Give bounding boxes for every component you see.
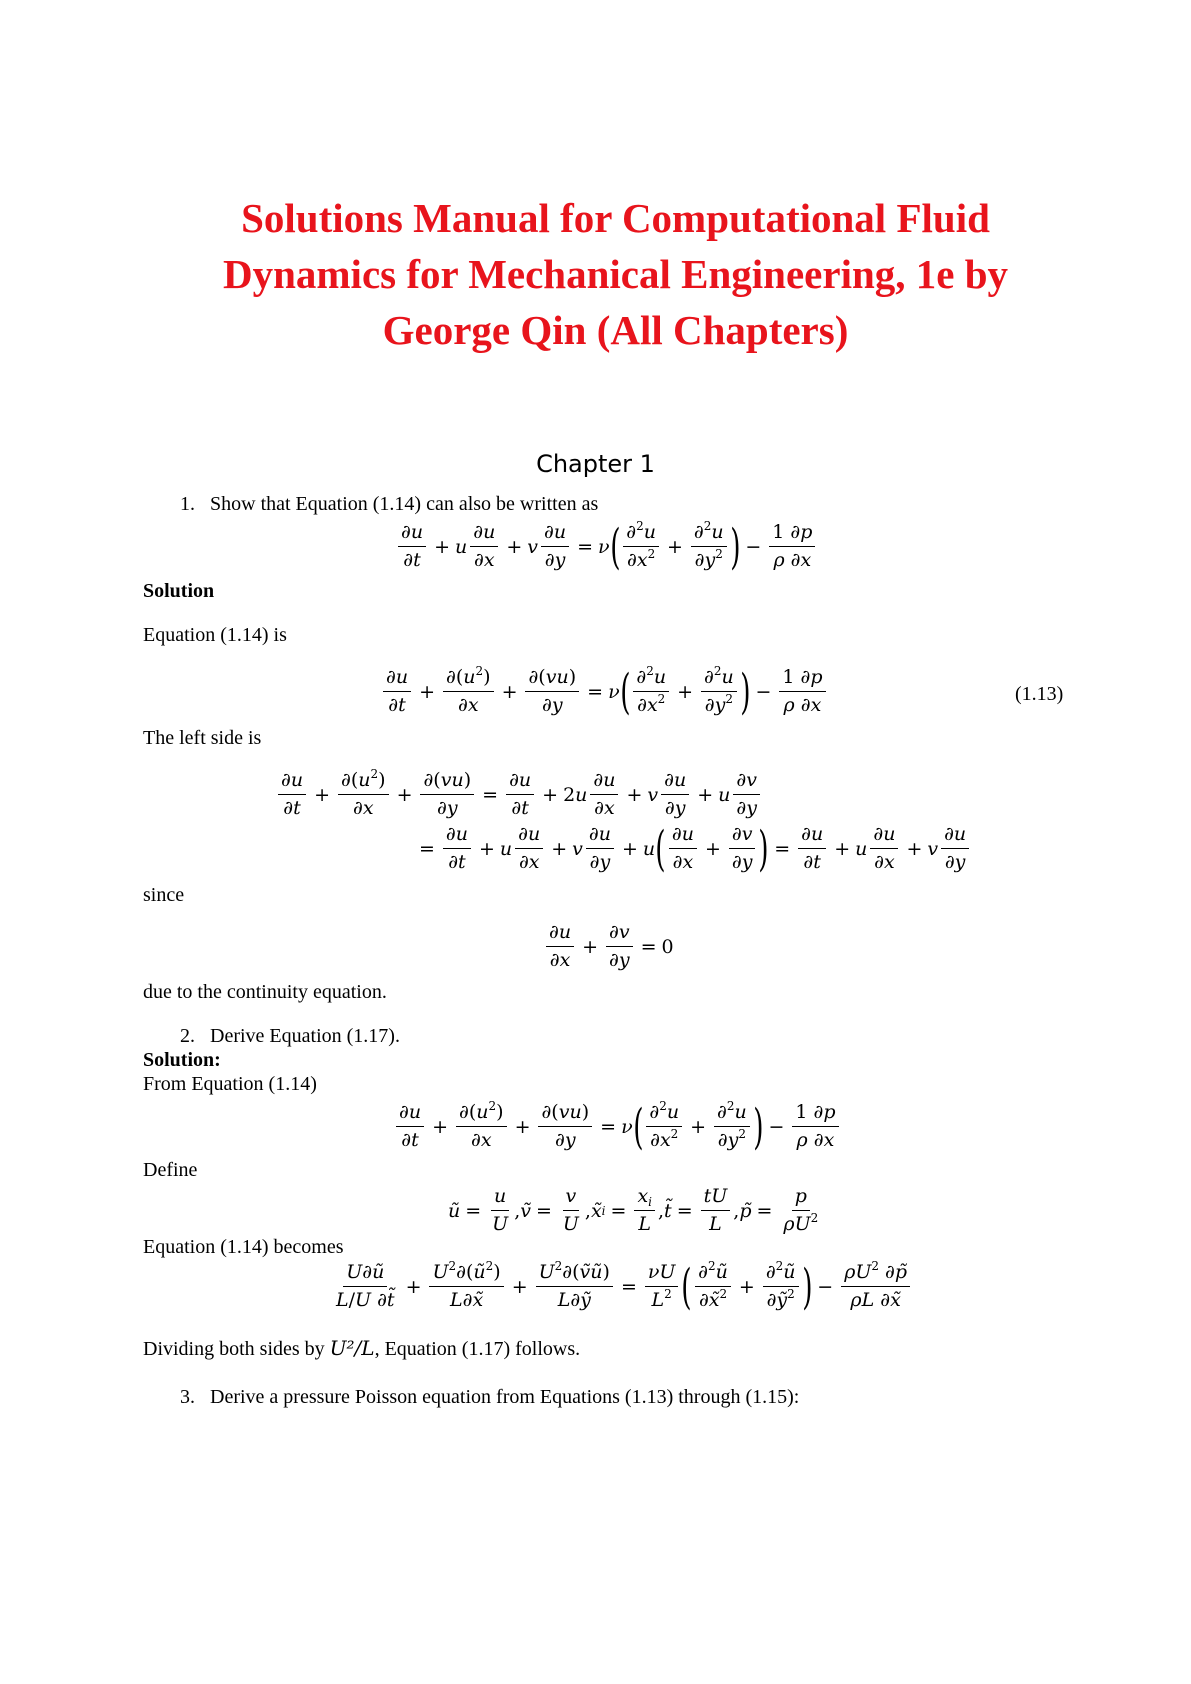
solution-label-1: Solution [143,580,215,602]
equation-number-1-13: (1.13) [1015,683,1064,705]
dividing-prefix: Dividing both sides by [143,1338,330,1360]
title-line-1: Solutions Manual for Computational Fluid [241,195,990,241]
continuity-text: due to the continuity equation. [143,981,387,1003]
left-side-text: The left side is [143,727,262,749]
dividing-suffix: , Equation (1.17) follows. [374,1338,581,1360]
equation-q1-target: ∂u ∂t + u ∂u ∂x + v $\frac{\partial u}{\partial y}$ = ν ( ∂$^2$u $\partial x^2$ + $\frac{\partial^2u}{\partial y^2}$ ) − $\frac{1 \partial p}{\rho \partial x}$ [395,520,818,573]
solution-label-2: Solution: [143,1049,221,1071]
q2-from-text: From Equation (1.14) [143,1073,317,1095]
equation-nondimensional: U∂ũ L/U ∂t̃ + $\frac{U^2\partial(ũ^2)}{L\partial x̃}$ + $\frac{U^2\partial(ṽũ)}{\text{L∂ỹ}}$ = $\frac{\nu U}{L^2}$ ( ∂$^2$ũ ∂x̃$^2$ + $\frac{\partial^2ũ}{\partial ỹ^2}$ ) − $\frac{\rho U^2 \partial p̃}{\rho L \partial x̃}$ [330,1260,913,1313]
document-title [120,190,1111,358]
question-2-text: Derive Equation (1.17). [210,1025,400,1047]
question-3-text: Derive a pressure Poisson equation from Equations (1.13) through (1.15): [210,1386,800,1408]
question-1-text: Show that Equation (1.14) can also be written as [210,493,599,515]
equation-1-14-repeat: ∂u ∂t + $\frac{\partial(u^2)}{\partial x}$ + $\frac{\partial(vu)}{\partial y}$ = ν ( ∂$^2$u $\partial x^2$ + $\frac{\partial^2u}{\partial y^2}$ ) − $\frac{1 \partial p}{\rho \partial x}$ [393,1100,842,1153]
question-3 [180,1386,799,1409]
equation-definitions: ũ = $\frac{u}{U}$ , ṽ = $\frac{v}{U}$ , x̃ i = $\frac{x_i}{L}$ , t̃ = $\frac{tU}{L}$ , p̃ = $\frac{p}{\rho U^2}$ [448,1185,819,1235]
dividing-text [143,1336,580,1361]
becomes-text: Equation (1.14) becomes [143,1236,344,1258]
equation-continuity: ∂u ∂x + $\frac{\partial v}{\partial y}$ = 0 [543,920,674,973]
question-1 [180,493,598,516]
equation-1-13: ∂u ∂t + $\frac{\partial(u^2)}{\partial x}$ + $\frac{\partial(vu)}{\partial y}$ = ν ( ∂$^2$u $\partial x^2$ + $\frac{\partial^2u}{\partial y^2}$ ) − $\frac{1 \partial p}{\rho \partial x}$ [380,665,829,718]
q1-intro-text: Equation (1.14) is [143,624,287,646]
dividing-expression: U²/L [329,1336,375,1360]
chapter-heading: Chapter 1 [536,450,655,478]
since-text: since [143,884,185,906]
title-line-3: George Qin (All Chapters) [382,307,849,353]
title-line-2: Dynamics for Mechanical Engineering, 1e by [222,251,1009,297]
define-text: Define [143,1159,198,1181]
equation-left-side-line-1: ∂u ∂t + $\frac{\partial(u^2)}{\partial x}$ + $\frac{\partial(vu)}{\partial y}$ = $\frac{\partial u}{\partial t}$ + 2 u ∂u ∂x + v ∂u ∂y + u ∂v ∂y [275,768,763,821]
question-3-number: 3. [180,1386,195,1408]
question-2 [180,1025,400,1048]
equation-left-side-line-2: = $\frac{\partial u}{\partial t}$ + u ∂u ∂x + v ∂u ∂y + u ( ∂u ∂x + $\frac{\partial v}{\partial y}$ ) = $\frac{\partial u}{\partial t}$ + u ∂u ∂x + v ∂u ∂y [414,822,972,875]
question-1-number: 1. [180,493,195,515]
question-2-number: 2. [180,1025,195,1047]
